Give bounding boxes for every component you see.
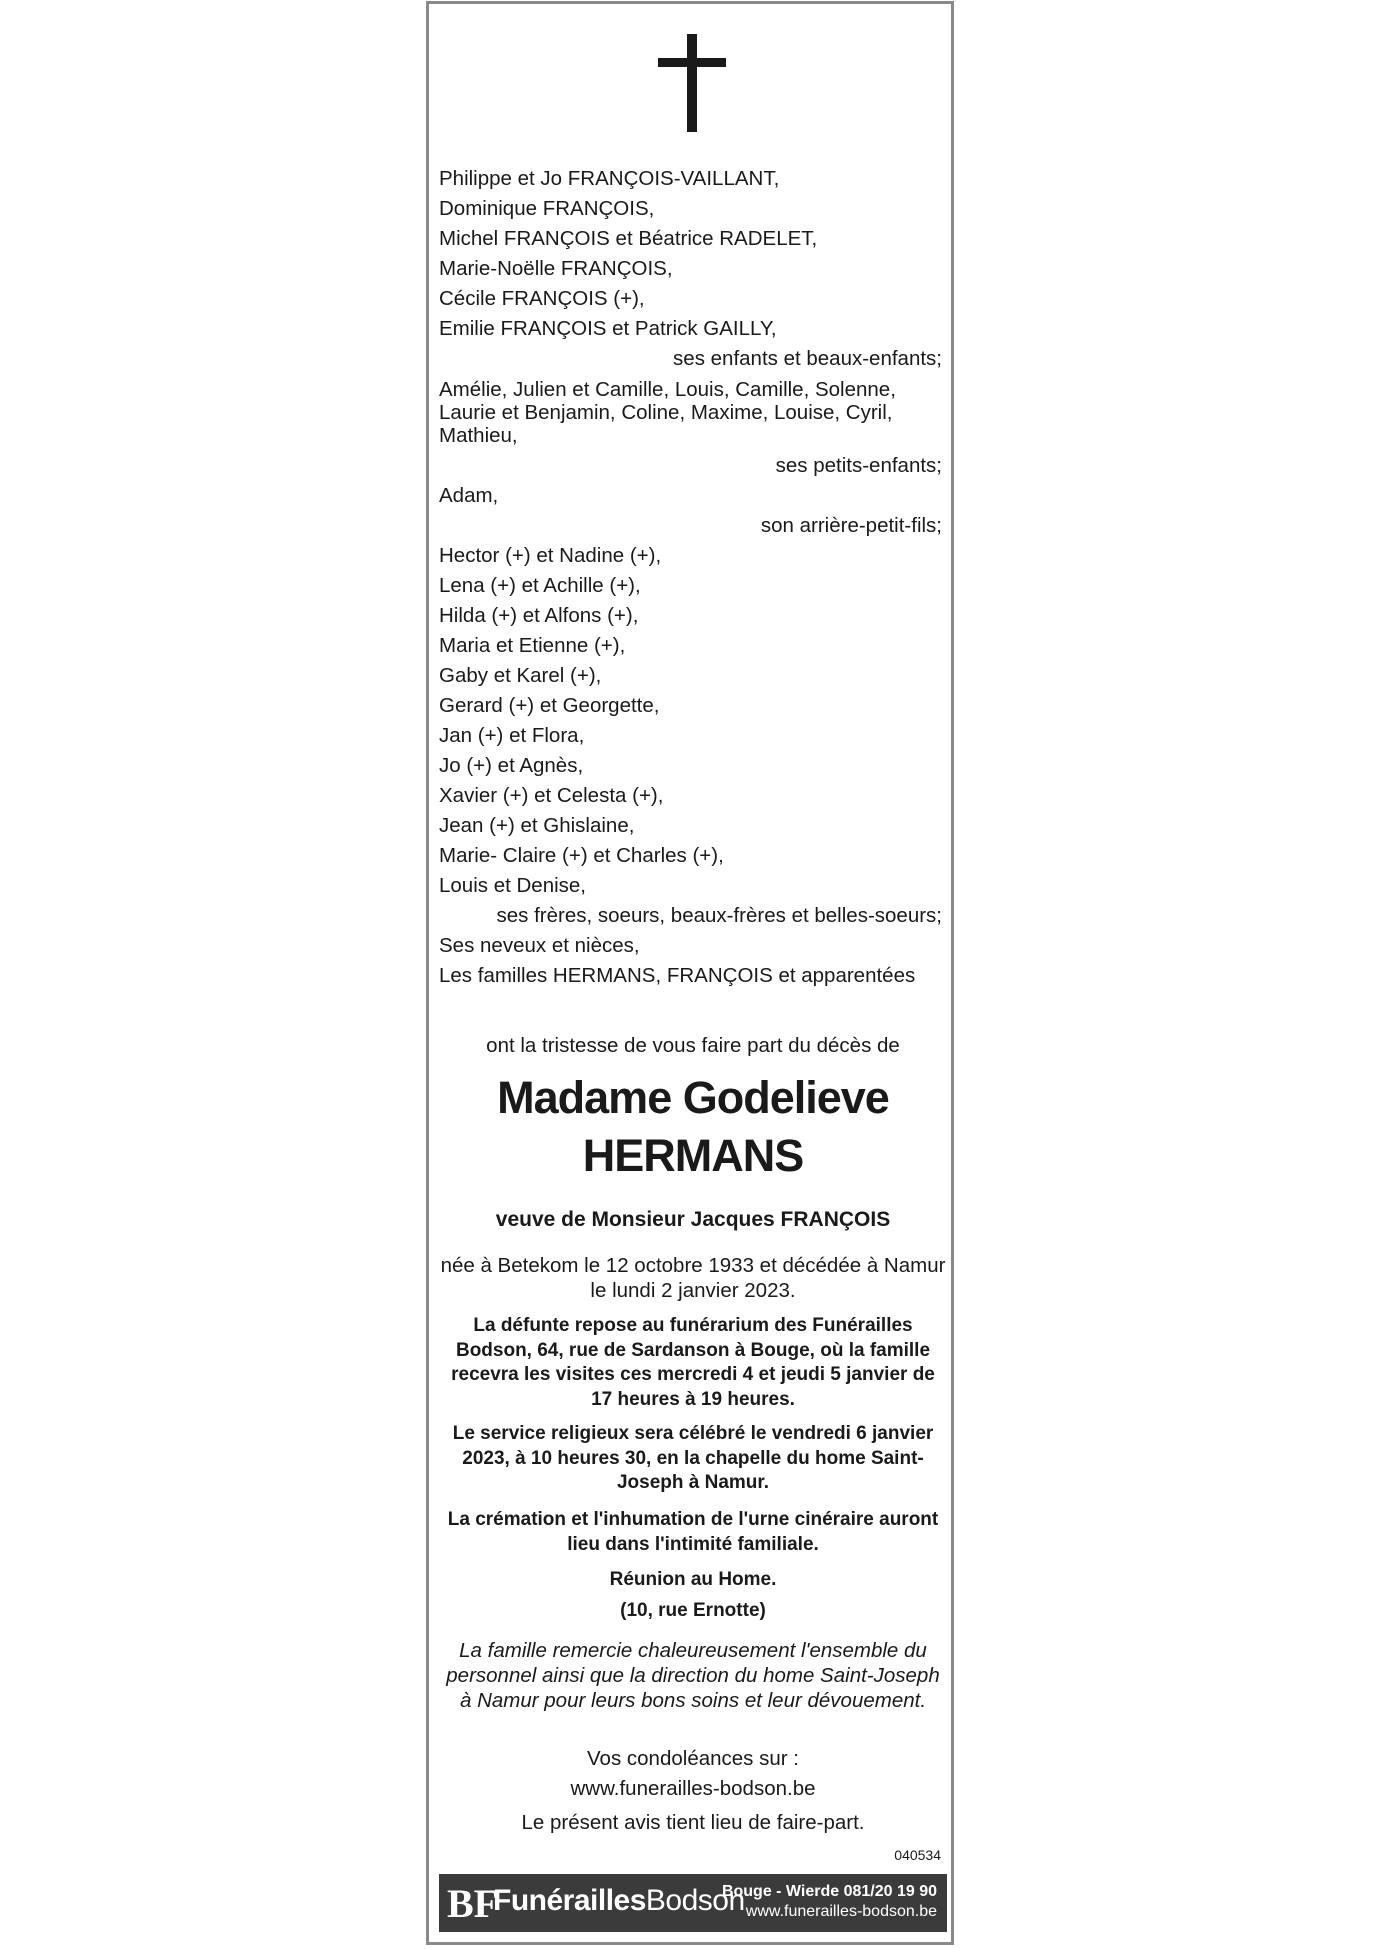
sibling-line: Louis et Denise, (439, 874, 587, 897)
great-grandchild-label: son arrière-petit-fils; (760, 514, 942, 537)
family-line: Michel FRANÇOIS et Béatrice RADELET, (439, 227, 818, 250)
great-grandchild: Adam, (439, 484, 499, 507)
sibling-line: Maria et Etienne (+), (439, 634, 626, 657)
family-line: Emilie FRANÇOIS et Patrick GAILLY, (439, 317, 777, 340)
family-line: Dominique FRANÇOIS, (439, 197, 655, 220)
families-line: Les familles HERMANS, FRANÇOIS et apparentées (439, 964, 916, 987)
present-notice: Le présent avis tient lieu de faire-part. (521, 1811, 865, 1834)
cremation-info: La crémation et l'inhumation de l'urne cinéraire auront lieu dans l'intimité familiale. (447, 1509, 939, 1555)
death-notice (426, 1, 954, 1945)
announcement: ont la tristesse de vous faire part du décès de (486, 1034, 900, 1057)
children-label: ses enfants et beaux-enfants; (673, 347, 942, 370)
condolences-url[interactable]: www.funerailles-bodson.be (570, 1777, 816, 1800)
widow-of: veuve de Monsieur Jacques FRANÇOIS (495, 1208, 891, 1231)
locations-phone: Bouge - Wierde 081/20 19 90 (721, 1883, 937, 1900)
funerarium-info: La défunte repose au funérarium des Funérailles Bodson, 64, rue de Sardanson à Bouge, où la famille recevra les visites ces mercredi 4 et jeudi 5 janvier de 17 heures à 19 heures. (451, 1315, 935, 1410)
family-line: Philippe et Jo FRANÇOIS-VAILLANT, (439, 167, 780, 190)
family-list (439, 164, 949, 991)
cross-icon (658, 34, 726, 132)
bodson-logo-icon (445, 1879, 499, 1927)
sibling-line: Marie- Claire (+) et Charles (+), (439, 844, 724, 867)
reunion-address: (10, rue Ernotte) (620, 1599, 766, 1621)
reference-number: 040534 (894, 1847, 941, 1863)
family-line: Cécile FRANÇOIS (+), (439, 287, 645, 310)
sibling-line: Jean (+) et Ghislaine, (439, 814, 635, 837)
deceased-name-line1: Madame Godelieve (497, 1072, 889, 1123)
footer-website[interactable]: www.funerailles-bodson.be (745, 1903, 937, 1920)
thanks-text: La famille remercie chaleureusement l'ensemble du personnel ainsi que la direction du home Saint-Joseph à Namur pour leurs bons soins et leur dévouement. (446, 1639, 940, 1712)
grandchildren-line: Amélie, Julien et Camille, Louis, Camille, Solenne, (439, 378, 896, 401)
birth-death: née à Betekom le 12 octobre 1933 et décédée à Namur le lundi 2 janvier 2023. (440, 1254, 946, 1302)
condolences (439, 1744, 947, 1804)
siblings-label: ses frères, soeurs, beaux-frères et belles-soeurs; (496, 904, 942, 927)
sibling-line: Hector (+) et Nadine (+), (439, 544, 662, 567)
reunion-info (439, 1568, 947, 1623)
sibling-line: Jo (+) et Agnès, (439, 754, 584, 777)
sibling-line: Hilda (+) et Alfons (+), (439, 604, 639, 627)
service-info: Le service religieux sera célébré le vendredi 6 janvier 2023, à 10 heures 30, en la chapelle du home Saint-Joseph à Namur. (452, 1423, 934, 1493)
sibling-line: Gerard (+) et Georgette, (439, 694, 660, 717)
logo-letters: BF (447, 1881, 499, 1926)
sibling-line: Lena (+) et Achille (+), (439, 574, 641, 597)
sibling-line: Xavier (+) et Celesta (+), (439, 784, 664, 807)
sibling-line: Gaby et Karel (+), (439, 664, 602, 687)
family-line: Marie-Noëlle FRANÇOIS, (439, 257, 673, 280)
nephews-line: Ses neveux et nièces, (439, 934, 640, 957)
grandchildren-label: ses petits-enfants; (775, 454, 942, 477)
brand-part1: Funérailles (493, 1884, 646, 1917)
contact-info (722, 1882, 937, 1922)
sibling-line: Jan (+) et Flora, (439, 724, 585, 747)
grandchildren-line: Laurie et Benjamin, Coline, Maxime, Louise, Cyril, (439, 401, 893, 424)
brand-name (493, 1884, 745, 1918)
grandchildren-line: Mathieu, (439, 424, 518, 447)
reunion-line: Réunion au Home. (609, 1569, 777, 1590)
deceased-name (439, 1069, 947, 1185)
funeral-home-footer (439, 1874, 947, 1932)
deceased-name-line2: HERMANS (582, 1130, 804, 1181)
condolences-label: Vos condoléances sur : (587, 1747, 799, 1770)
brand-part2: Bodson (645, 1884, 745, 1917)
